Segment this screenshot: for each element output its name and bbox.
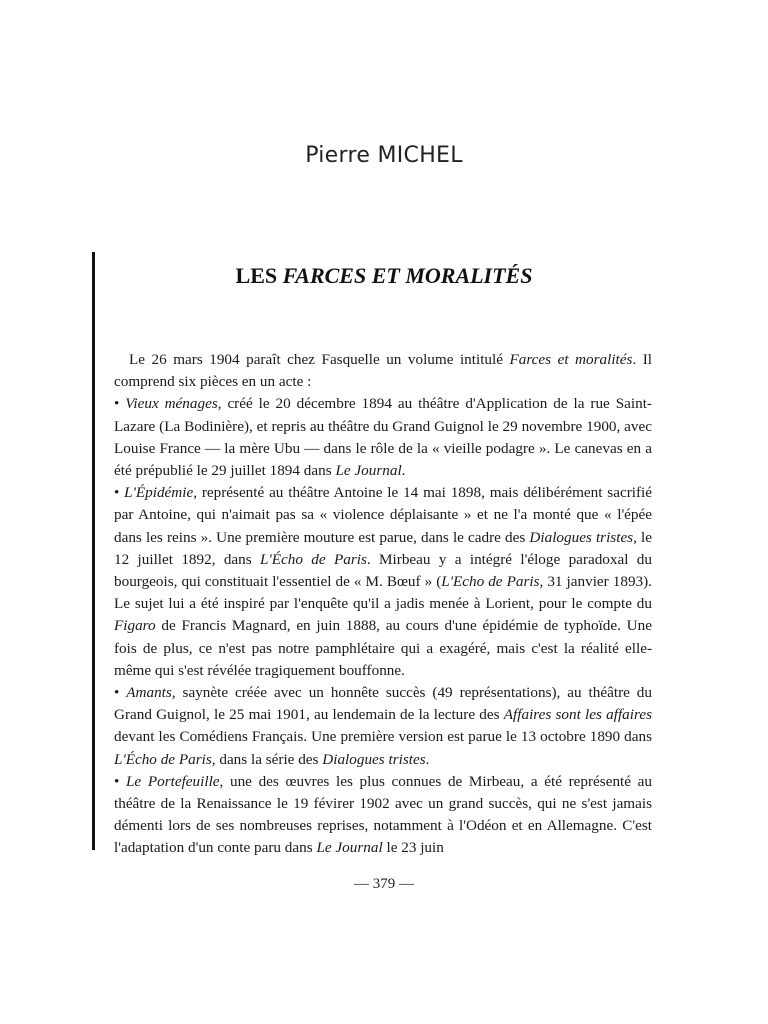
text-run: le 23 juin [382,839,444,857]
text-run: , dans la série des [211,750,323,768]
bullet-paragraph [114,393,652,482]
text-run: , le 12 juillet 1892, dans [114,528,652,568]
italic-title: Vieux ménages [125,395,218,413]
italic-title: Dialogues tristes [322,750,426,768]
author-name: Pierre MICHEL [305,143,463,168]
italic-title: Le Portefeuille [125,772,220,790]
text-run: . [401,462,406,480]
italic-title: L'Echo de Paris [441,573,540,591]
italic-title: L'Épidémie [124,484,194,502]
italic-title: Le Journal [316,839,383,857]
text-run: Le 26 mars 1904 paraît chez Fasquelle un volume intitulé [129,351,510,368]
italic-title: Amants [126,684,172,702]
italic-title: Dialogues tristes [529,528,634,546]
italic-title: Le Journal [335,462,402,480]
text-run: , 31 janvier 1893). Le sujet lui a été inspiré par l'enquête qu'il a jadis menée à Lorient, pour le compte du [114,573,652,613]
text-run: . [425,750,430,768]
margin-rule [92,252,95,850]
text-run: , saynète créée avec un honnête succès (49 représentations), au théâtre du Grand Guignol, le 25 mai 1901, au lendemain de la lecture des [114,684,652,724]
intro-paragraph [114,349,652,393]
italic-title: L'Écho de Paris [114,750,212,768]
text-run: , une des œuvres les plus connues de Mirbeau, a été représenté au théâtre de la Renaissance le 19 févirer 1902 avec un grand succès, qui ne s'est jamais démenti lors de ses nombreuses reprises, notamment à l'Odéon et en Allemagne. C'est l'adaptation d'un conte paru dans [114,772,652,857]
text-run: . Il comprend six pièces en un acte : [114,351,652,391]
italic-title: L'Écho de Paris [260,550,367,568]
body-text [114,349,652,860]
title-prefix: LES [235,263,283,288]
text-run: , représenté au théâtre Antoine le 14 mai 1898, mais délibérément sacrifié par Antoine, qui n'aimait pas sa « violence déplaisante » et ne l'a monté que « l'épée dans les reins ». Une première mouture est parue, dans le cadre des [114,484,652,546]
text-run: . Mirbeau y a intégré l'éloge paradoxal du bourgeois, qui constituait l'essentiel de « M. Bœuf » ( [114,550,652,591]
bullet-paragraph [114,771,652,860]
bullet-paragraph [114,682,652,771]
page-number: — 379 — [354,876,414,892]
italic-title: Farces et moralités [509,351,633,368]
text-run: devant les Comédiens Français. Une première version est parue le 13 octobre 1890 dans [114,728,652,746]
bullet-paragraph [114,482,652,682]
text-run: , créé le 20 décembre 1894 au théâtre d'Application de la rue Saint-Lazare (La Bodinière), et repris au théâtre du Grand Guignol le 29 novembre 1900, avec Louise France — la mère Ubu — dans le rôle de la « vieille podagre ». Le canevas en a été prépublié le 29 juillet 1894 dans [114,395,652,480]
title-italic: FARCES ET MORALITÉS [282,263,533,288]
italic-title: Affaires sont les affaires [503,706,652,724]
text-run: de Francis Magnard, en juin 1888, au cours d'une épidémie de typhoïde. Une fois de plus, ce n'est pas notre pamphlétaire qui a exagéré, mais c'est la réalité elle-même qui s'est révélée tragiquement bouffonne. [114,617,652,679]
chapter-title [0,263,768,289]
italic-title: Figaro [114,617,156,635]
